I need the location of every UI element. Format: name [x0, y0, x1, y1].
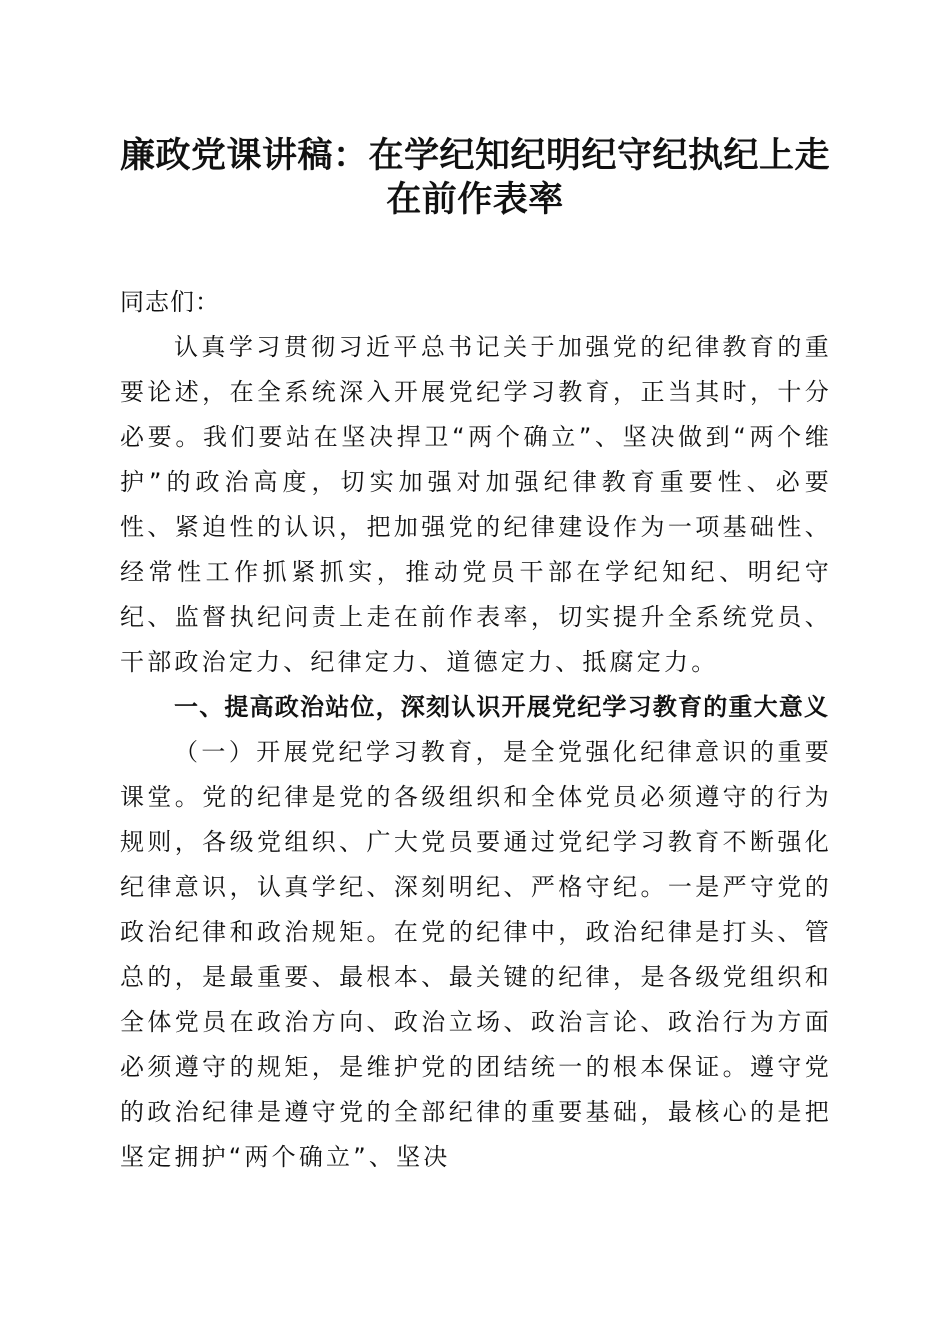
- document-title: [100, 134, 850, 222]
- subsection-lead-1: （一）开展党纪学习教育，是全党强化纪律意识的重要课堂。: [120, 738, 832, 811]
- subsection-paragraph-1: [120, 730, 832, 1180]
- section-heading-1: 一、提高政治站位，深刻认识开展党纪学习教育的重大意义: [174, 693, 830, 721]
- title-line-1: 廉政党课讲稿：在学纪知纪明纪守纪执纪上走: [119, 135, 830, 176]
- intro-paragraph: 认真学习贯彻习近平总书记关于加强党的纪律教育的重要论述，在全系统深入开展党纪学习教育，正当其时，十分必要。我们要站在坚决捍卫“两个确立”、坚决做到“两个维护”的政治高度，切实加强对加强纪律教育重要性、必要性、紧迫性的认识，把加强党的纪律建设作为一项基础性、经常性工作抓紧抓实，推动党员干部在学纪知纪、明纪守纪、监督执纪问责上走在前作表率，切实提升全系统党员、干部政治定力、纪律定力、道德定力、抵腐定力。: [120, 333, 832, 676]
- document-body: [120, 280, 832, 1180]
- title-line-2: 在前作表率: [386, 179, 564, 220]
- greeting: 同志们：: [120, 288, 220, 316]
- subsection-body-1: 党的纪律是党的各级组织和全体党员必须遵守的行为规则，各级党组织、广大党员要通过党纪学习教育不断强化纪律意识，认真学纪、深刻明纪、严格守纪。一是严守党的政治纪律和政治规矩。在党的纪律中，政治纪律是打头、管总的，是最重要、最根本、最关键的纪律，是各级党组织和全体党员在政治方向、政治立场、政治言论、政治行为方面必须遵守的规矩，是维护党的团结统一的根本保证。遵守党的政治纪律是遵守党的全部纪律的重要基础，最核心的是把坚定拥护“两个确立”、坚决: [120, 783, 832, 1171]
